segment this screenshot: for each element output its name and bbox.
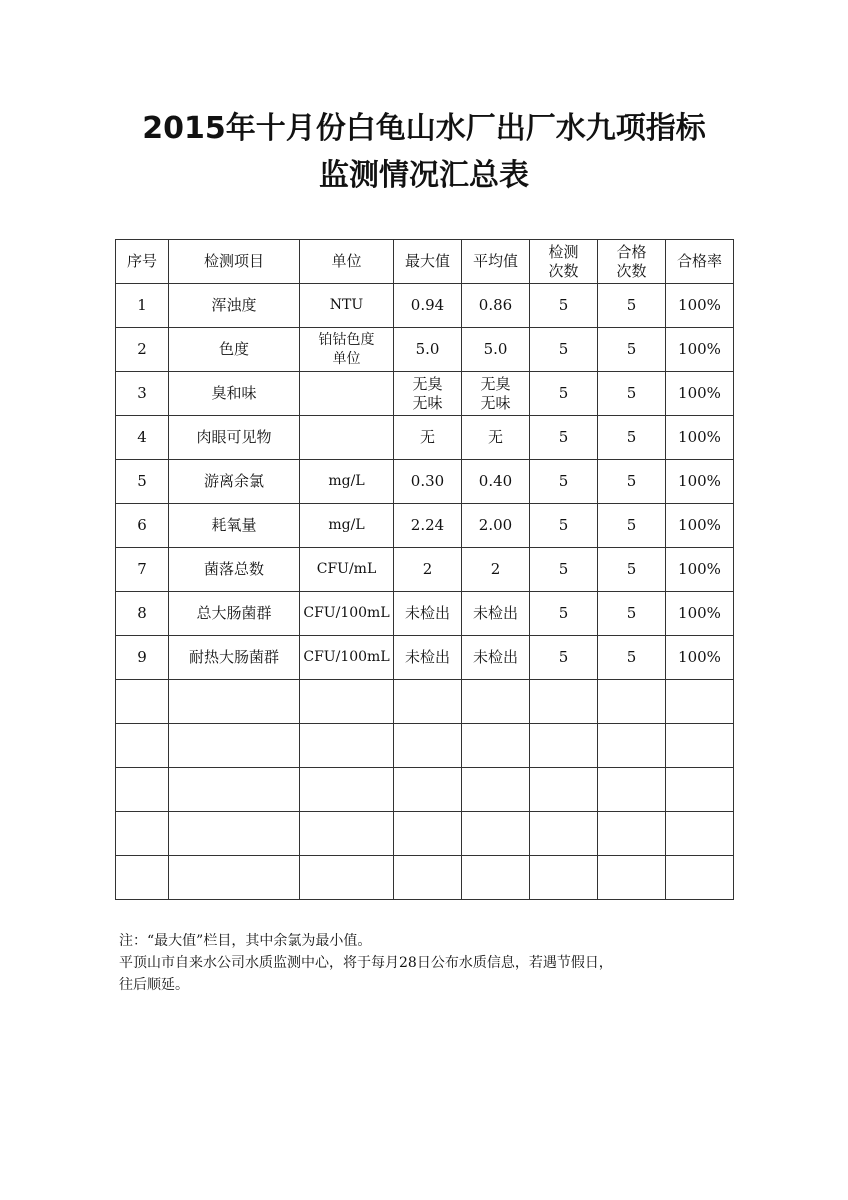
cell-max-line: 无臭 — [412, 374, 443, 393]
cell-max — [394, 504, 462, 548]
blank-cell — [462, 812, 530, 856]
blank-table-row — [116, 768, 734, 812]
cell-avg — [462, 460, 530, 504]
cell-rate: 100% — [666, 372, 734, 416]
blank-cell — [598, 768, 666, 812]
cell-max-line: 2 — [422, 560, 433, 578]
cell-seq: 1 — [116, 284, 169, 328]
blank-cell — [598, 680, 666, 724]
table-row — [116, 416, 734, 460]
cell-max — [394, 416, 462, 460]
cell-passed: 5 — [598, 460, 666, 504]
cell-unit-line: 铂钴色度 — [318, 331, 375, 348]
header-tests-line2: 次数 — [548, 261, 579, 280]
cell-unit — [300, 636, 394, 680]
cell-unit — [300, 328, 394, 372]
page-title-line2: 监测情况汇总表 — [319, 158, 529, 193]
cell-passed: 5 — [598, 416, 666, 460]
cell-passed: 5 — [598, 504, 666, 548]
blank-cell — [116, 680, 169, 724]
cell-unit — [300, 548, 394, 592]
cell-max-line: 2.24 — [410, 516, 445, 534]
cell-passed: 5 — [598, 284, 666, 328]
header-tests — [530, 240, 598, 284]
table-row — [116, 460, 734, 504]
blank-cell — [169, 724, 300, 768]
table-row — [116, 328, 734, 372]
cell-unit-line: NTU — [329, 297, 364, 313]
header-passed — [598, 240, 666, 284]
cell-unit — [300, 284, 394, 328]
table-header-row — [116, 240, 734, 284]
blank-table-row — [116, 812, 734, 856]
cell-unit — [300, 504, 394, 548]
blank-cell — [116, 724, 169, 768]
cell-max — [394, 284, 462, 328]
cell-passed: 5 — [598, 636, 666, 680]
cell-unit-line: mg/L — [328, 473, 365, 489]
header-max: 最大值 — [394, 240, 462, 284]
header-seq: 序号 — [116, 240, 169, 284]
cell-rate: 100% — [666, 592, 734, 636]
cell-tests: 5 — [530, 592, 598, 636]
page-title-line1: 2015年十月份白龟山水厂出厂水九项指标 — [142, 111, 706, 146]
cell-avg — [462, 548, 530, 592]
header-passed-line2: 次数 — [616, 261, 647, 280]
cell-avg-line: 5.0 — [483, 340, 508, 358]
cell-rate: 100% — [666, 328, 734, 372]
cell-tests: 5 — [530, 328, 598, 372]
blank-cell — [530, 680, 598, 724]
blank-cell — [300, 724, 394, 768]
blank-cell — [300, 856, 394, 900]
cell-passed: 5 — [598, 548, 666, 592]
blank-cell — [116, 812, 169, 856]
header-passed-line1: 合格 — [616, 242, 647, 261]
cell-avg — [462, 284, 530, 328]
cell-avg-line: 无味 — [480, 393, 511, 412]
cell-avg-line: 无 — [487, 428, 503, 446]
blank-table-row — [116, 680, 734, 724]
cell-seq: 5 — [116, 460, 169, 504]
blank-cell — [462, 768, 530, 812]
cell-avg — [462, 636, 530, 680]
header-unit: 单位 — [300, 240, 394, 284]
cell-item: 色度 — [169, 328, 300, 372]
blank-cell — [394, 680, 462, 724]
cell-max — [394, 328, 462, 372]
table-row — [116, 548, 734, 592]
summary-table — [115, 239, 734, 900]
blank-cell — [666, 724, 734, 768]
cell-seq: 2 — [116, 328, 169, 372]
cell-tests: 5 — [530, 460, 598, 504]
cell-passed: 5 — [598, 328, 666, 372]
table-row — [116, 504, 734, 548]
cell-avg — [462, 416, 530, 460]
cell-unit — [300, 372, 394, 416]
cell-passed: 5 — [598, 372, 666, 416]
blank-cell — [598, 812, 666, 856]
blank-cell — [169, 856, 300, 900]
cell-avg-line: 未检出 — [472, 648, 518, 666]
cell-max-line: 无 — [419, 428, 435, 446]
cell-max-line: 未检出 — [404, 648, 450, 666]
cell-item: 肉眼可见物 — [169, 416, 300, 460]
blank-cell — [530, 856, 598, 900]
cell-unit — [300, 592, 394, 636]
cell-unit-line: CFU/100mL — [303, 649, 390, 665]
blank-cell — [169, 768, 300, 812]
blank-cell — [394, 724, 462, 768]
blank-cell — [116, 768, 169, 812]
cell-avg-line: 0.40 — [478, 472, 513, 490]
cell-rate: 100% — [666, 504, 734, 548]
cell-rate: 100% — [666, 284, 734, 328]
cell-unit-line: mg/L — [328, 517, 365, 533]
cell-item: 菌落总数 — [169, 548, 300, 592]
cell-max — [394, 372, 462, 416]
cell-avg-line: 2.00 — [478, 516, 513, 534]
header-avg: 平均值 — [462, 240, 530, 284]
blank-table-row — [116, 856, 734, 900]
cell-seq: 4 — [116, 416, 169, 460]
cell-tests: 5 — [530, 284, 598, 328]
cell-passed: 5 — [598, 592, 666, 636]
table-row — [116, 636, 734, 680]
cell-item: 游离余氯 — [169, 460, 300, 504]
cell-max-line: 5.0 — [415, 340, 440, 358]
cell-max-line: 0.30 — [410, 472, 445, 490]
blank-table-row — [116, 724, 734, 768]
table-row — [116, 592, 734, 636]
cell-avg — [462, 592, 530, 636]
cell-tests: 5 — [530, 548, 598, 592]
blank-cell — [666, 680, 734, 724]
footnotes — [119, 930, 739, 996]
cell-item: 耐热大肠菌群 — [169, 636, 300, 680]
header-item: 检测项目 — [169, 240, 300, 284]
cell-seq: 8 — [116, 592, 169, 636]
blank-cell — [169, 812, 300, 856]
cell-max-line: 无味 — [412, 393, 443, 412]
cell-item: 浑浊度 — [169, 284, 300, 328]
cell-seq: 3 — [116, 372, 169, 416]
cell-seq: 9 — [116, 636, 169, 680]
blank-cell — [169, 680, 300, 724]
blank-cell — [530, 812, 598, 856]
cell-unit — [300, 416, 394, 460]
footnote-line2: 平顶山市自来水公司水质监测中心，将于每月28日公布水质信息，若遇节假日， — [119, 955, 613, 971]
table-row — [116, 372, 734, 416]
blank-cell — [530, 768, 598, 812]
blank-cell — [394, 768, 462, 812]
blank-cell — [530, 724, 598, 768]
table-row — [116, 284, 734, 328]
cell-rate: 100% — [666, 636, 734, 680]
cell-avg — [462, 328, 530, 372]
blank-cell — [300, 768, 394, 812]
cell-seq: 7 — [116, 548, 169, 592]
cell-rate: 100% — [666, 416, 734, 460]
cell-max-line: 0.94 — [410, 296, 445, 314]
blank-cell — [598, 724, 666, 768]
cell-unit-line: CFU/mL — [316, 561, 377, 577]
cell-item: 耗氧量 — [169, 504, 300, 548]
cell-avg-line: 无臭 — [480, 374, 511, 393]
blank-cell — [462, 856, 530, 900]
footnote-line3: 往后顺延。 — [119, 977, 189, 993]
blank-cell — [666, 812, 734, 856]
blank-cell — [300, 680, 394, 724]
cell-tests: 5 — [530, 372, 598, 416]
cell-avg-line: 0.86 — [478, 296, 513, 314]
cell-max — [394, 460, 462, 504]
cell-seq: 6 — [116, 504, 169, 548]
blank-cell — [666, 856, 734, 900]
cell-unit-line: CFU/100mL — [303, 605, 390, 621]
cell-rate: 100% — [666, 460, 734, 504]
cell-max-line: 未检出 — [404, 604, 450, 622]
blank-cell — [394, 812, 462, 856]
cell-item: 总大肠菌群 — [169, 592, 300, 636]
blank-cell — [666, 768, 734, 812]
cell-avg — [462, 504, 530, 548]
cell-avg-line: 2 — [490, 560, 501, 578]
blank-cell — [300, 812, 394, 856]
cell-tests: 5 — [530, 636, 598, 680]
footnote-line1: 注：“最大值”栏目，其中余氯为最小值。 — [119, 933, 372, 949]
cell-unit-line: 单位 — [332, 350, 361, 367]
cell-max — [394, 592, 462, 636]
cell-max — [394, 636, 462, 680]
blank-cell — [462, 724, 530, 768]
cell-max — [394, 548, 462, 592]
blank-cell — [462, 680, 530, 724]
cell-avg-line: 未检出 — [472, 604, 518, 622]
cell-avg — [462, 372, 530, 416]
header-rate: 合格率 — [666, 240, 734, 284]
header-tests-line1: 检测 — [548, 242, 579, 261]
cell-tests: 5 — [530, 416, 598, 460]
blank-cell — [116, 856, 169, 900]
cell-unit — [300, 460, 394, 504]
cell-tests: 5 — [530, 504, 598, 548]
cell-rate: 100% — [666, 548, 734, 592]
blank-cell — [598, 856, 666, 900]
cell-item: 臭和味 — [169, 372, 300, 416]
blank-cell — [394, 856, 462, 900]
